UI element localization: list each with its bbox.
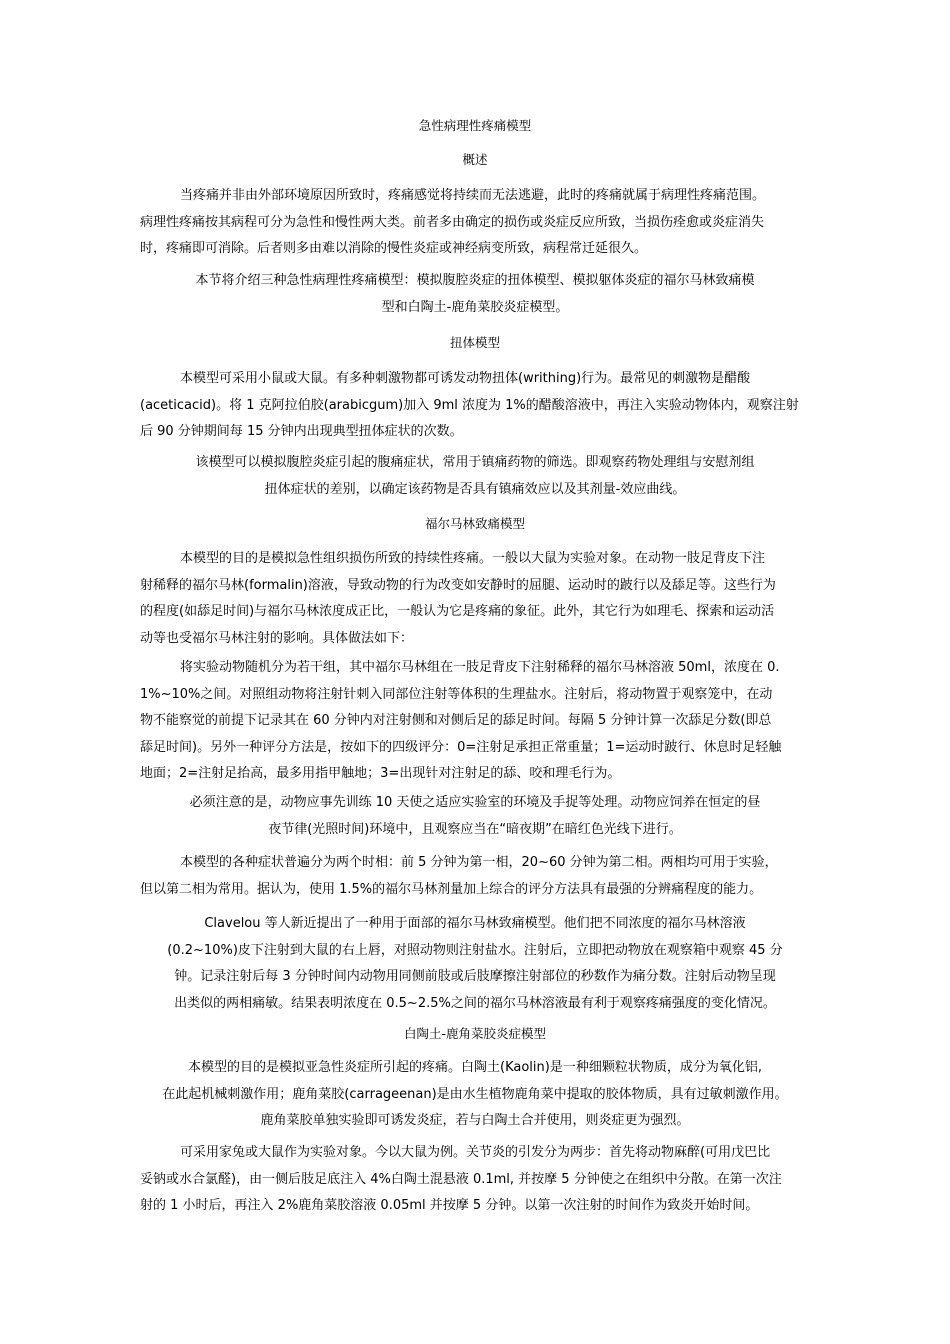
section-heading-writhing: 扭体模型 bbox=[449, 335, 500, 350]
kaolin-paragraph-1 bbox=[140, 1055, 810, 1135]
text-line: 舔足时间)。另外一种评分方法是，按如下的四级评分：0=注射足承担正常重量；1=运动时跛行、休息时足轻触 bbox=[140, 739, 782, 755]
text-line: 夜节律(光照时间)环境中，且观察应当在“暗夜期”在暗红色光线下进行。 bbox=[268, 821, 682, 837]
kaolin-paragraph-2 bbox=[140, 1140, 810, 1220]
text-line: 当疼痛并非由外部环境原因所致时，疼痛感觉将持续而无法逃避，此时的疼痛就属于病理性疼痛范围。 bbox=[180, 188, 766, 203]
text-line: 地面；2=注射足抬高，最多用指甲触地；3=出现针对注射足的舔、咬和理毛行为。 bbox=[140, 766, 621, 781]
text-line: 但以第二相为常用。据认为，使用 1.5%的福尔马林剂量加上综合的评分方法具有最强的分辨痛程度的能力。 bbox=[140, 881, 763, 897]
section-heading-formalin: 福尔马林致痛模型 bbox=[424, 516, 525, 531]
writhing-paragraph-1 bbox=[140, 366, 810, 446]
text-line: 必须注意的是，动物应事先训练 10 天使之适应实验室的环境及手捉等处理。动物应饲养在恒定的昼 bbox=[189, 795, 761, 810]
text-line: 的程度(如舔足时间)与福尔马林浓度成正比，一般认为它是疼痛的象征。此外，其它行为如理毛、探索和运动活 bbox=[140, 604, 775, 619]
formalin-paragraph-5 bbox=[140, 911, 810, 1017]
text-line: 射稀释的福尔马林(formalin)溶液，导致动物的行为改变如安静时的屈腿、运动时的跛行以及舔足等。这些行为 bbox=[140, 577, 776, 593]
section-heading-overview: 概述 bbox=[462, 152, 488, 167]
formalin-paragraph-2 bbox=[140, 655, 810, 788]
text-line: 该模型可以模拟腹腔炎症引起的腹痛症状，常用于镇痛药物的筛选。即观察药物处理组与安慰剂组 bbox=[195, 455, 755, 470]
text-line: 妥钠或水合氯醛)，由一侧后肢足底注入 4%白陶土混悬液 0.1ml, 并按摩 5 分钟使之在组织中分散。在第一次注 bbox=[140, 1171, 782, 1187]
text-line: 在此起机械刺激作用；鹿角菜胶(carrageenan)是由水生植物鹿角菜中提取的胶体物质，具有过敏刺激作用。 bbox=[162, 1086, 788, 1102]
text-line: 动等也受福尔马林注射的影响。具体做法如下： bbox=[140, 630, 414, 646]
text-line: 钟。记录注射后每 3 分钟时间内动物用同侧前肢或后肢摩擦注射部位的秒数作为痛分数。注射后动物呈现 bbox=[174, 969, 776, 984]
text-line: Clavelou 等人新近提出了一种用于面部的福尔马林致痛模型。他们把不同浓度的福尔马林溶液 bbox=[204, 916, 746, 931]
section-heading-kaolin-carrageenan: 白陶土-鹿角菜胶炎症模型 bbox=[403, 1026, 546, 1041]
text-line: 扭体症状的差别，以确定该药物是否具有镇痛效应以及其剂量-效应曲线。 bbox=[264, 481, 686, 497]
overview-paragraph-1 bbox=[140, 183, 810, 263]
text-line: 鹿角菜胶单独实验即可诱发炎症，若与白陶土合并使用，则炎症更为强烈。 bbox=[260, 1113, 690, 1128]
writhing-paragraph-2 bbox=[140, 450, 810, 503]
text-line: 后 90 分钟期间每 15 分钟内出现典型扭体症状的次数。 bbox=[140, 424, 463, 439]
formalin-paragraph-4 bbox=[140, 850, 810, 903]
text-line: 病理性疼痛按其病程可分为急性和慢性两大类。前者多由确定的损伤或炎症反应所致，当损伤痊愈或炎症消失 bbox=[140, 214, 765, 230]
text-line: 本模型的目的是模拟亚急性炎症所引起的疼痛。白陶土(Kaolin)是一种细颗粒状物质，成分为氧化铝, bbox=[188, 1060, 762, 1075]
text-line: 时，疼痛即可消除。后者则多由难以消除的慢性炎症或神经病变所致，病程常迁延很久。 bbox=[140, 241, 648, 256]
text-line: 本模型可采用小鼠或大鼠。有多种刺激物都可诱发动物扭体(writhing)行为。最常见的刺激物是醋酸 bbox=[180, 371, 751, 386]
text-line: 本模型的目的是模拟急性组织损伤所致的持续性疼痛。一般以大鼠为实验对象。在动物一肢足背皮下注 bbox=[180, 551, 766, 566]
text-line: 1%~10%之间。对照组动物将注射针刺入同部位注射等体积的生理盐水。注射后，将动物置于观察笼中，在动 bbox=[140, 686, 773, 702]
text-line: 出类似的两相痛敏。结果表明浓度在 0.5~2.5%之间的福尔马林溶液最有利于观察疼痛强度的变化情况。 bbox=[174, 995, 776, 1011]
text-line: 本节将介绍三种急性病理性疼痛模型：模拟腹腔炎症的扭体模型、模拟躯体炎症的福尔马林致痛模 bbox=[195, 273, 755, 288]
text-line: 型和白陶土-鹿角菜胶炎症模型。 bbox=[381, 299, 569, 315]
text-line: 本模型的各种症状普遍分为两个时相：前 5 分钟为第一相，20~60 分钟为第二相。两相均可用于实验， bbox=[180, 855, 778, 870]
overview-paragraph-2 bbox=[140, 268, 810, 321]
text-line: (0.2~10%)皮下注射到大鼠的右上唇，对照动物则注射盐水。注射后，立即把动物放在观察箱中观察 45 分 bbox=[167, 942, 783, 958]
text-line: (aceticacid)。将 1 克阿拉伯胶(arabicgum)加入 9ml 浓度为 1%的醋酸溶液中，再注入实验动物体内，观察注射 bbox=[140, 397, 799, 413]
document-title: 急性病理性疼痛模型 bbox=[418, 118, 532, 133]
formalin-paragraph-1 bbox=[140, 546, 810, 652]
text-line: 可采用家兔或大鼠作为实验对象。今以大鼠为例。关节炎的引发分为两步：首先将动物麻醉(可用戊巴比 bbox=[180, 1145, 771, 1160]
text-line: 将实验动物随机分为若干组，其中福尔马林组在一肢足背皮下注射稀释的福尔马林溶液 50ml，浓度在 0. bbox=[180, 660, 780, 675]
formalin-paragraph-3 bbox=[140, 790, 810, 843]
text-line: 物不能察觉的前提下记录其在 60 分钟内对注射侧和对侧后足的舔足时间。每隔 5 分钟计算一次舔足分数(即总 bbox=[140, 713, 772, 728]
text-line: 射的 1 小时后，再注入 2%鹿角菜胶溶液 0.05ml 并按摩 5 分钟。以第一次注射的时间作为致炎开始时间。 bbox=[140, 1198, 759, 1213]
